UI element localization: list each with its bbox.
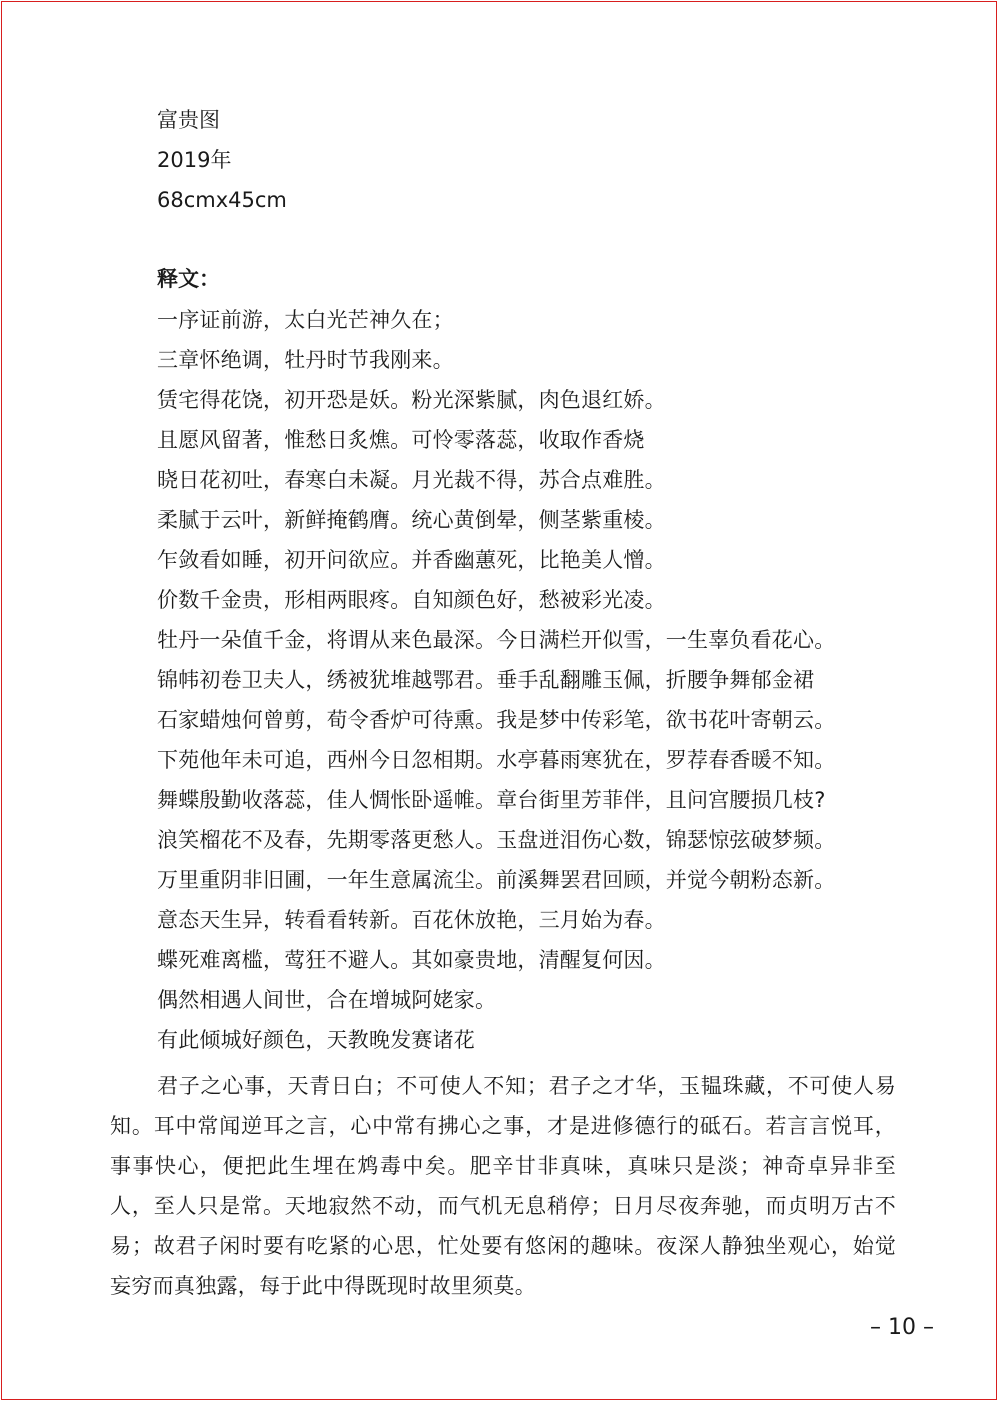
- verse-line: 赁宅得花饶，初开恐是妖。粉光深紫腻，肉色退红娇。: [157, 388, 666, 412]
- page-number: – 10 –: [870, 1315, 934, 1340]
- verse-line: 锦帏初卷卫夫人，绣被犹堆越鄂君。垂手乱翻雕玉佩，折腰争舞郁金裙: [157, 668, 815, 692]
- verse-line: 下苑他年未可追，西州今日忽相期。水亭暮雨寒犹在，罗荐春香暖不知。: [157, 748, 836, 772]
- verse-line: 价数千金贵，形相两眼疼。自知颜色好，愁被彩光凌。: [157, 588, 666, 612]
- verse-line: 万里重阴非旧圃，一年生意属流尘。前溪舞罢君回顾，并觉今朝粉态新。: [157, 868, 836, 892]
- section-heading: 释文：: [157, 267, 220, 291]
- verse-line: 舞蝶殷勤收落蕊，佳人惆怅卧遥帷。章台街里芳菲伴，且问宫腰损几枝?: [157, 788, 826, 812]
- prose-paragraph: 君子之心事，天青日白；不可使人不知；君子之才华，玉韫珠藏，不可使人易知。耳中常闻逆耳之言，心中常有拂心之事，才是进修德行的砥石。若言言悦耳，事事快心，便把此生埋在鸩毒中矣。肥辛甘非真味，真味只是淡；神奇卓异非至人，至人只是常。天地寂然不动，而气机无息稍停；日月尽夜奔驰，而贞明万古不易；故君子闲时要有吃紧的心思，忙处要有悠闲的趣味。夜深人静独坐观心，始觉妄穷而真独露，每于此中得既现时故里须莫。: [110, 1074, 896, 1298]
- verse-line: 石家蜡烛何曾剪，荀令香炉可待熏。我是梦中传彩笔，欲书花叶寄朝云。: [157, 708, 836, 732]
- artwork-size: 68cmx45cm: [157, 188, 287, 212]
- verse-line: 蝶死难离槛，莺狂不避人。其如豪贵地，清醒复何因。: [157, 948, 666, 972]
- verse-line: 有此倾城好颜色，天教晚发赛诸花: [157, 1028, 475, 1052]
- verse-line: 浪笑榴花不及春，先期零落更愁人。玉盘迸泪伤心数，锦瑟惊弦破梦频。: [157, 828, 836, 852]
- verse-line: 晓日花初吐，春寒白未凝。月光裁不得，苏合点难胜。: [157, 468, 666, 492]
- verse-line: 一序证前游，太白光芒神久在；: [157, 308, 454, 332]
- artwork-year: 2019年: [157, 148, 232, 172]
- verse-line: 牡丹一朵值千金，将谓从来色最深。今日满栏开似雪，一生辜负看花心。: [157, 628, 836, 652]
- verse-line: 柔腻于云叶，新鲜掩鹤膺。统心黄倒晕，侧茎紫重棱。: [157, 508, 666, 532]
- verse-line: 且愿风留著，惟愁日炙燋。可怜零落蕊，收取作香烧: [157, 428, 645, 452]
- verse-line: 三章怀绝调，牡丹时节我刚来。: [157, 348, 454, 372]
- verse-line: 乍敛看如睡，初开问欲应。并香幽蕙死，比艳美人憎。: [157, 548, 666, 572]
- verse-line: 偶然相遇人间世，合在增城阿姥家。: [157, 988, 497, 1012]
- verse-line: 意态天生异，转看看转新。百花休放艳，三月始为春。: [157, 908, 666, 932]
- artwork-title: 富贵图: [157, 108, 220, 132]
